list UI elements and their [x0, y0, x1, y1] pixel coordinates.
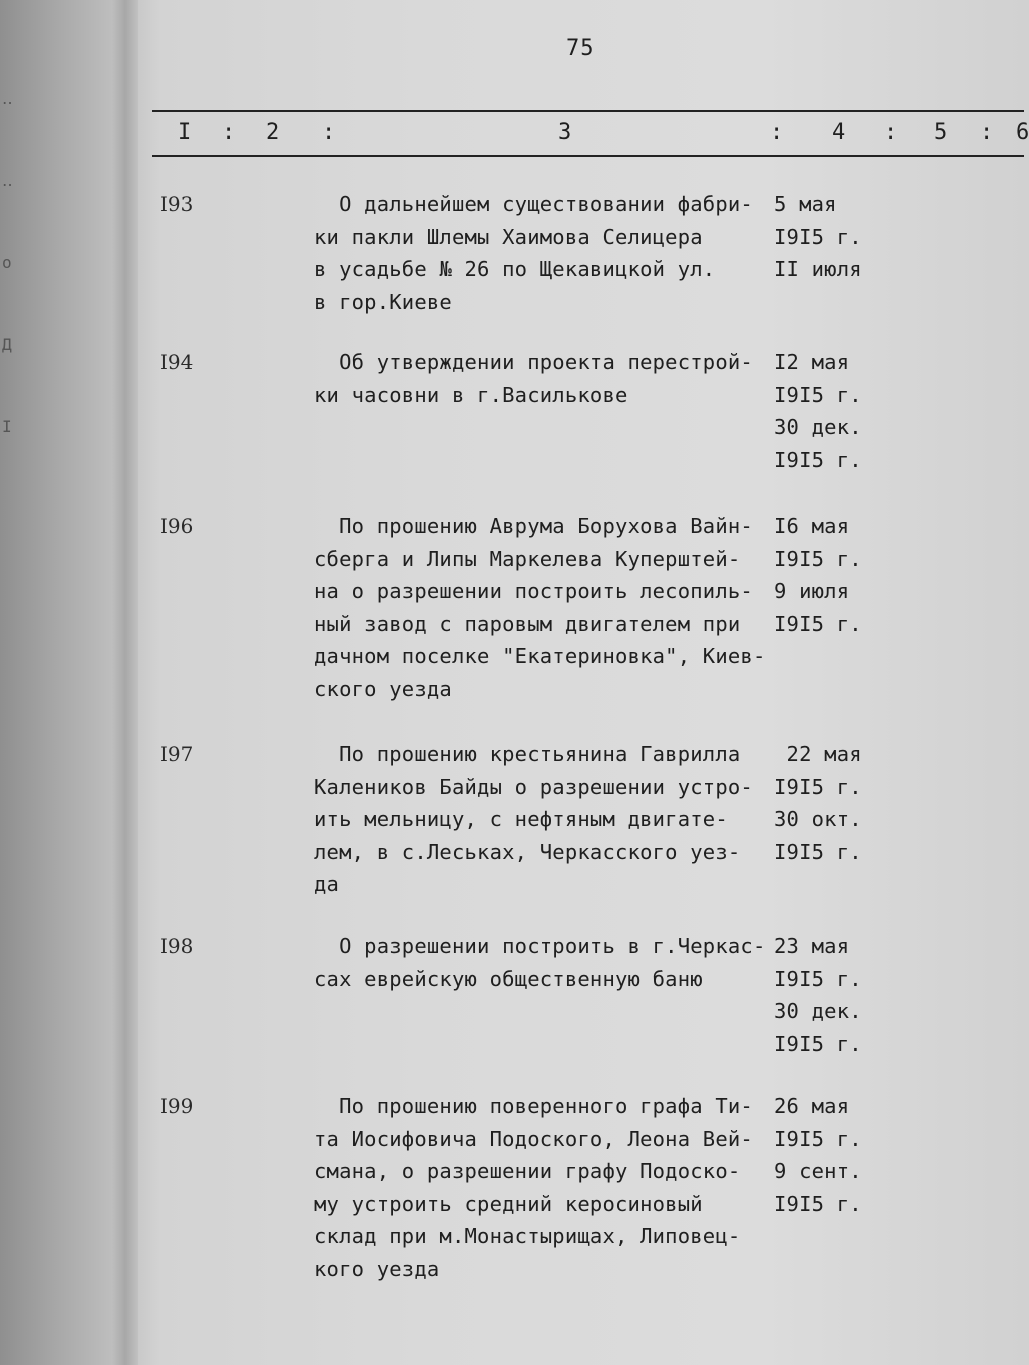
- entry-description: [314, 930, 784, 995]
- date-line: I9I5 г.: [774, 1031, 862, 1056]
- description-line: Калеников Байды о разрешении устро-: [314, 774, 753, 799]
- date-line: 9 июля: [774, 579, 850, 603]
- column-4-label: 4: [832, 120, 846, 145]
- column-5-label: 5: [934, 120, 948, 145]
- description-line: О разрешении построить в г.Черкас-: [314, 934, 766, 958]
- date-line: 30 дек.: [774, 999, 862, 1023]
- entry-number: I99: [160, 1094, 194, 1118]
- entry-dates: [774, 1090, 862, 1220]
- description-line: Об утверждении проекта перестрой-: [314, 350, 753, 374]
- description-line: О дальнейшем существовании фабри-: [314, 192, 753, 216]
- date-line: 23 мая: [774, 934, 850, 958]
- date-line: I9I5 г.: [774, 611, 862, 636]
- entry-dates: [774, 188, 862, 286]
- entry-dates: [774, 346, 862, 476]
- entry-number: I98: [160, 934, 194, 958]
- column-separator: :: [222, 120, 236, 145]
- column-separator: :: [322, 120, 336, 145]
- date-line: 30 дек.: [774, 415, 862, 439]
- description-line: склад при м.Монастырищах, Липовец-: [314, 1224, 741, 1248]
- description-line: в усадьбе № 26 по Щекавицкой ул.: [314, 257, 716, 281]
- description-line: По прошению поверенного графа Ти-: [314, 1094, 753, 1118]
- column-separator: :: [770, 120, 784, 145]
- entry-description: [314, 1090, 784, 1285]
- column-2-label: 2: [266, 120, 280, 145]
- description-line: смана, о разрешении графу Подоско-: [314, 1159, 741, 1183]
- date-line: I9I5 г.: [774, 1191, 862, 1216]
- column-6-label: 6: [1016, 120, 1029, 145]
- entry-description: [314, 510, 784, 705]
- date-line: I2 мая: [774, 350, 850, 374]
- entry-number: I96: [160, 514, 194, 538]
- entry-number: I93: [160, 192, 194, 216]
- header-rule-bottom: [152, 155, 1024, 157]
- margin-mark: o: [2, 253, 12, 272]
- page-binding-shadow: [112, 0, 138, 1365]
- header-rule-top: [152, 110, 1024, 112]
- column-separator: :: [980, 120, 994, 145]
- entry-dates: [774, 738, 862, 868]
- description-line: ки пакли Шлемы Хаимова Селицера: [314, 224, 703, 249]
- description-line: кого уезда: [314, 1256, 440, 1281]
- date-line: I9I5 г.: [774, 839, 862, 864]
- description-line: лем, в с.Леськах, Черкасского уез-: [314, 839, 741, 864]
- description-line: ского уезда: [314, 676, 452, 701]
- column-1-label: I: [178, 120, 192, 145]
- entry-dates: [774, 930, 862, 1060]
- description-line: По прошению Аврума Борухова Вайн-: [314, 514, 753, 538]
- date-line: I9I5 г.: [774, 546, 862, 571]
- margin-mark: ‥: [2, 89, 13, 108]
- page-number: 75: [566, 36, 595, 61]
- description-line: на о разрешении построить лесопиль-: [314, 579, 753, 603]
- date-line: I9I5 г.: [774, 224, 862, 249]
- column-separator: :: [884, 120, 898, 145]
- entry-dates: [774, 510, 862, 640]
- column-3-label: 3: [558, 120, 572, 145]
- description-line: ки часовни в г.Василькове: [314, 382, 628, 407]
- date-line: II июля: [774, 257, 862, 281]
- description-line: сах еврейскую общественную баню: [314, 966, 703, 991]
- description-line: дачном поселке "Екатериновка", Киев-: [314, 644, 766, 668]
- description-line: ный завод с паровым двигателем при: [314, 611, 741, 636]
- date-line: I9I5 г.: [774, 382, 862, 407]
- entry-description: [314, 188, 784, 318]
- date-line: 22 мая: [774, 742, 862, 766]
- date-line: I9I5 г.: [774, 966, 862, 991]
- date-line: 9 сент.: [774, 1159, 862, 1183]
- description-line: му устроить средний керосиновый: [314, 1191, 703, 1216]
- description-line: в гор.Киеве: [314, 289, 452, 314]
- description-line: ить мельницу, с нефтяным двигате-: [314, 807, 728, 831]
- margin-mark: Д: [2, 335, 12, 354]
- description-line: сберга и Липы Маркелева Куперштей-: [314, 546, 741, 571]
- previous-page-edge: [2, 90, 26, 500]
- date-line: 26 мая: [774, 1094, 850, 1118]
- entry-description: [314, 346, 784, 411]
- date-line: 5 мая: [774, 192, 837, 216]
- margin-mark: ‥: [2, 171, 13, 190]
- entry-number: I97: [160, 742, 194, 766]
- margin-mark: I: [2, 417, 12, 436]
- description-line: да: [314, 872, 340, 896]
- date-line: I9I5 г.: [774, 774, 862, 799]
- description-line: По прошению крестьянина Гаврилла: [314, 742, 741, 766]
- date-line: I6 мая: [774, 514, 850, 538]
- description-line: та Иосифовича Подоского, Леона Вей-: [314, 1126, 753, 1151]
- entry-description: [314, 738, 784, 901]
- entry-number: I94: [160, 350, 194, 374]
- date-line: I9I5 г.: [774, 447, 862, 472]
- date-line: 30 окт.: [774, 807, 862, 831]
- date-line: I9I5 г.: [774, 1126, 862, 1151]
